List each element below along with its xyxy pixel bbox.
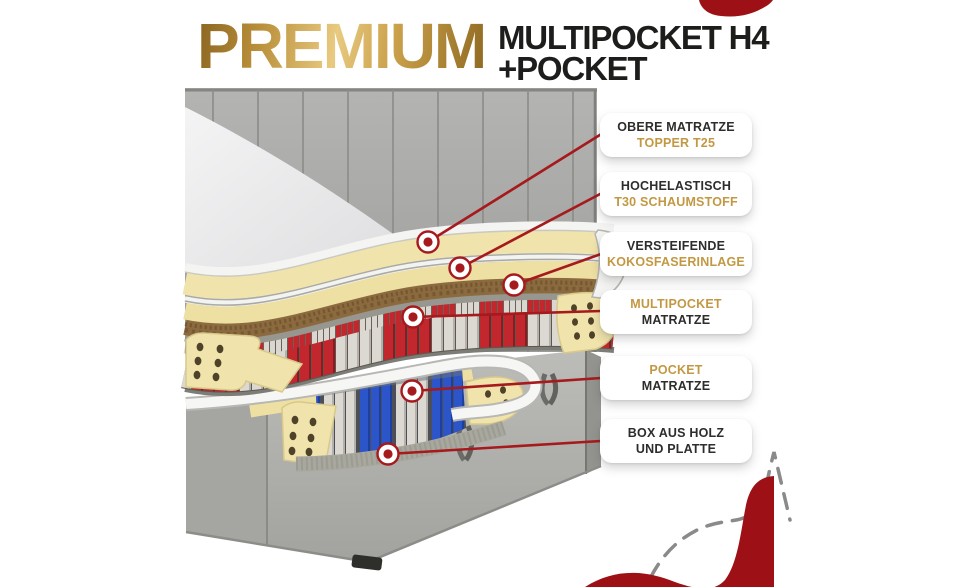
callout-line2: T30 SCHAUMSTOFF xyxy=(614,195,738,209)
callout-line1: BOX AUS HOLZ xyxy=(627,426,725,440)
product-title xyxy=(498,19,769,88)
callout-line1: VERSTEIFENDE xyxy=(626,239,726,253)
callout-multipocket xyxy=(600,290,752,334)
marker-coco xyxy=(504,275,525,296)
callout-line1: HOCHELASTISCH xyxy=(620,179,732,193)
callout-obere-matratze xyxy=(600,113,752,157)
callout-hochelastisch xyxy=(600,172,752,216)
callout-line1: MULTIPOCKET xyxy=(630,297,722,311)
marker-t30-foam xyxy=(450,258,471,279)
callout-line2: TOPPER T25 xyxy=(636,136,716,150)
marker-box xyxy=(378,444,399,465)
callout-line1: OBERE MATRATZE xyxy=(617,120,735,134)
callout-pocket xyxy=(600,356,752,400)
callout-line2: MATRATZE xyxy=(641,313,711,327)
red-wave-shape xyxy=(585,476,774,587)
callout-box xyxy=(600,419,752,463)
decor-bottom-right xyxy=(585,452,790,587)
marker-topper xyxy=(418,232,439,253)
callout-kokosfaserinlage xyxy=(600,232,752,276)
product-title-line2: +POCKET xyxy=(498,50,647,88)
callout-line1: POCKET xyxy=(649,363,703,377)
marker-pocket xyxy=(402,381,423,402)
callout-line2: KOKOSFASERINLAGE xyxy=(607,255,745,269)
marker-multipocket xyxy=(403,307,424,328)
decor-red-top-shape xyxy=(699,0,773,17)
callout-line2: MATRATZE xyxy=(641,379,711,393)
product-title-line1: MULTIPOCKET H4 xyxy=(498,19,769,56)
callout-line2: UND PLATTE xyxy=(635,442,717,456)
brand-title: PREMIUM xyxy=(197,10,486,82)
